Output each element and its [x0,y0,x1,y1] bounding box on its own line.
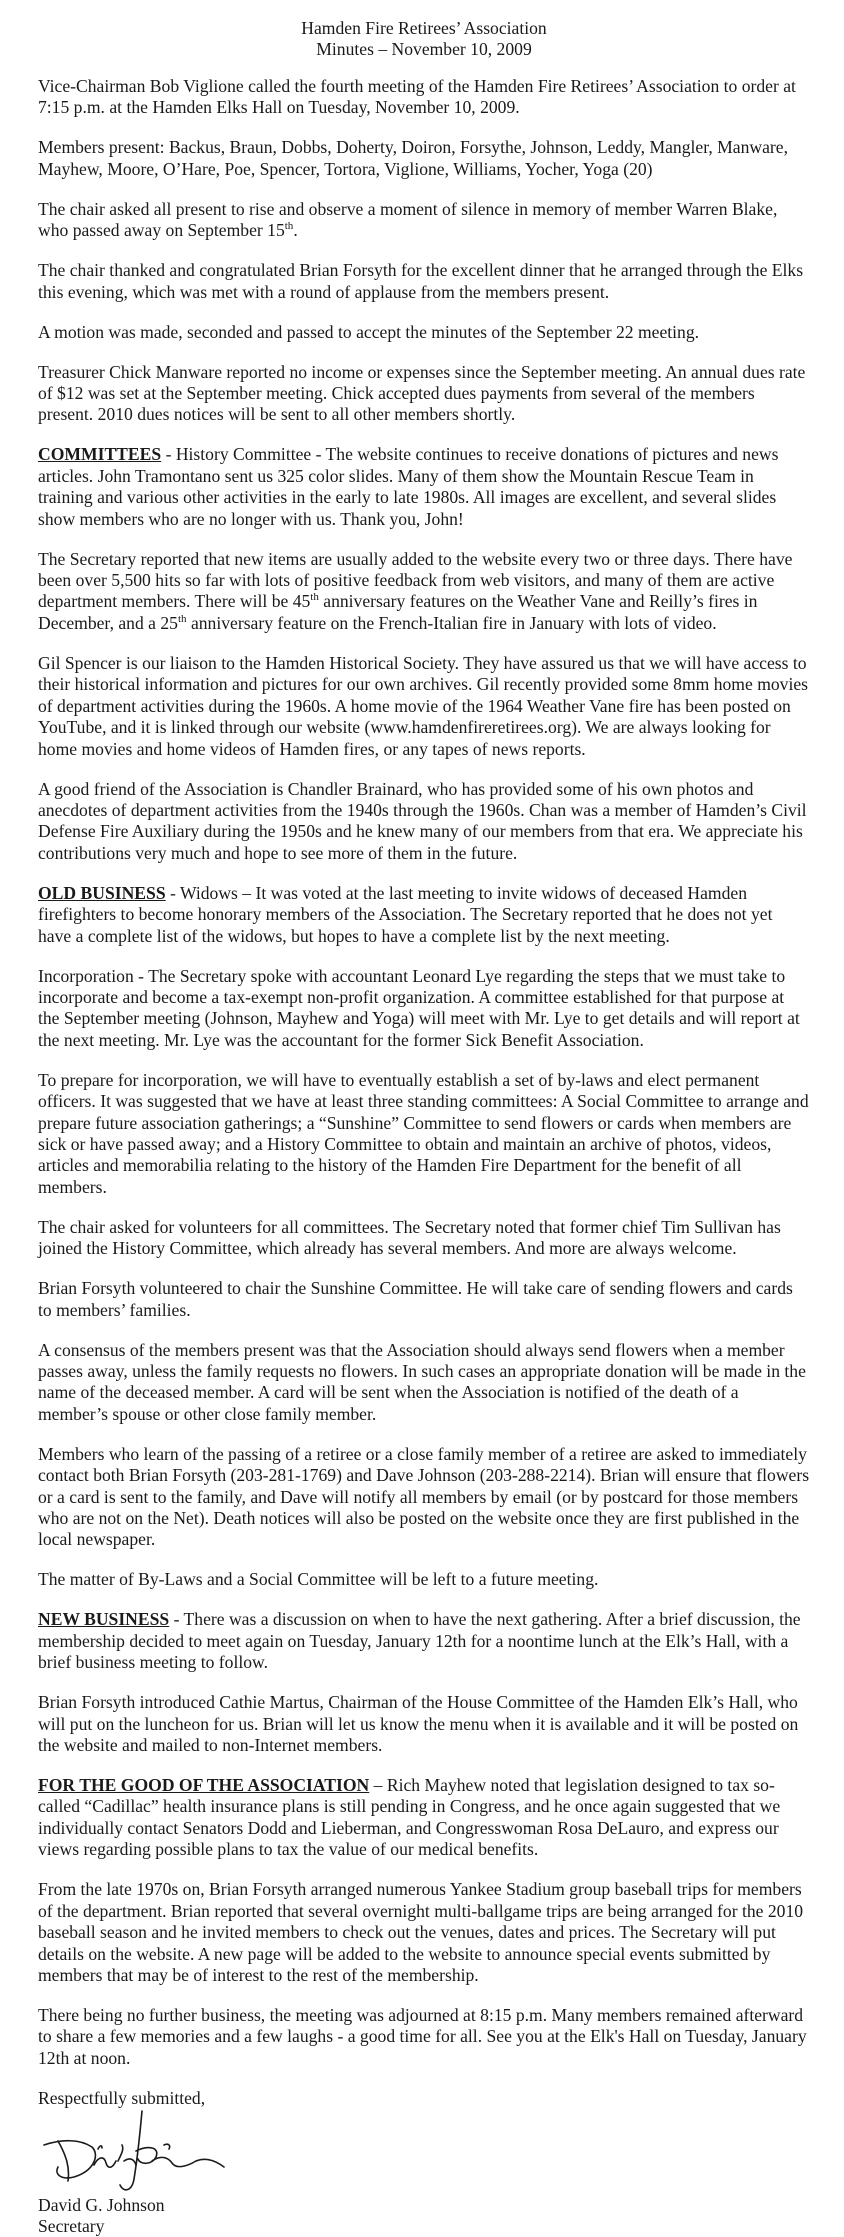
new-business-text: - There was a discussion on when to have the next gathering. After a brief discussion, the membership decided to meet again on Tuesday, January 12th for a noontime lunch at the Elk’s Hall, with a brief business meeting to follow. [38,1609,801,1673]
paragraph-minutes-motion: A motion was made, seconded and passed to accept the minutes of the September 22 meeting. [38,321,700,342]
paragraph-committees [38,444,810,530]
silence-text: The chair asked all present to rise and observe a moment of silence in memory of member Warren Blake, who passed away on September 15 [38,198,778,241]
paragraph-luncheon: Brian Forsyth introduced Cathie Martus, Chairman of the House Committee of the Hamden Elk’s Hall, who will put on the luncheon for us. Brian will let us know the menu when it is available and it will be posted on the website and mailed to non-Internet members. [38,1692,799,1756]
old-business-text: - Widows – It was voted at the last meeting to invite widows of deceased Hamden firefighters to become honorary members of the Association. The Secretary reported that he does not yet have a complete list of the widows, but hopes to have a complete list by the next meeting. [38,882,773,946]
handwritten-signature [36,2105,236,2197]
committees-text: - History Committee - The website continues to receive donations of pictures and news articles. John Tramontano sent us 325 color slides. Many of them show the Mountain Rescue Team in training and various other activities in the early to late 1980s. All images are excellent, and several slides show members who are no longer with us. Thank you, John! [38,444,779,529]
website-superscript-2: th [177,613,187,626]
signer-title: Secretary [38,2216,105,2237]
signer-name: David G. Johnson [38,2195,165,2216]
new-business-heading: NEW BUSINESS [38,1609,170,1630]
paragraph-adjournment: There being no further business, the meeting was adjourned at 8:15 p.m. Many members remained afterward to share a few memories and a few laughs - a good time for all. See you at the Elk's Hall on Tuesday, January 12th at noon. [38,2004,807,2068]
paragraph-members-present: Members present: Backus, Braun, Dobbs, Doherty, Doiron, Forsythe, Johnson, Leddy, Mangler, Manware, Mayhew, Moore, O’Hare, Poe, Spencer, Tortora, Viglione, Williams, Yocher, Yoga (20) [38,137,788,179]
paragraph-volunteers: The chair asked for volunteers for all committees. The Secretary noted that former chief Tim Sullivan has joined the History Committee, which already has several members. And more are always welcome. [38,1216,781,1259]
paragraph-old-business [38,883,810,947]
organization-title: Hamden Fire Retirees’ Association [301,18,547,38]
website-superscript-1: th [310,591,319,604]
good-of-association-text: – Rich Mayhew noted that legislation designed to tax so-called “Cadillac” health insurance plans is still pending in Congress, and he once again suggested that we individually contact Senators Dodd and Lieberman, and Congresswoman Rosa DeLauro, and express our views regarding possible plans to tax the value of our medical benefits. [38,1775,781,1860]
paragraph-dinner-thanks: The chair thanked and congratulated Brian Forsyth for the excellent dinner that he arranged through the Elks this evening, which was met with a round of applause from the members present. [38,260,804,302]
committees-heading: COMMITTEES [38,444,162,465]
paragraph-website-report [38,549,810,635]
website-text-b: anniversary features on the Weather Vane and Reilly’s fires in December, and a 25 [38,591,758,633]
website-text-c: anniversary feature on the French-Italian fire in January with lots of video. [186,612,717,633]
paragraph-bylaws: The matter of By-Laws and a Social Committee will be left to a future meeting. [38,1569,599,1590]
website-text-a: The Secretary reported that new items are usually added to the website every two or three days. There have been over 5,500 hits so far with lots of positive feedback from web visitors, and many of them are active department members. There will be 45 [38,548,793,612]
paragraph-standing-committees: To prepare for incorporation, we will have to eventually establish a set of by-laws and elect permanent officers. It was suggested that we have at least three standing committees: A Social Committee to arrange and prepare future association gatherings; a “Sunshine” Committee to send flowers or cards when members are sick or have passed away; and a History Committee to obtain and maintain an archive of photos, videos, articles and memorabilia relating to the history of the Hamden Fire Department for the benefit of all members. [38,1069,809,1197]
paragraph-chandler-brainard: A good friend of the Association is Chandler Brainard, who has provided some of his own photos and anecdotes of department activities from the 1940s through the 1960s. Chan was a member of Hamden’s Civil Defense Fire Auxiliary during the 1950s and he knew many of our members from that era. We appreciate his contributions very much and hope to see more of them in the future. [38,778,807,863]
paragraph-flowers-consensus: A consensus of the members present was that the Association should always send flowers when a member passes away, unless the family requests no flowers. In such cases an appropriate donation will be made in the name of the deceased member. A card will be sent when the Association is notified of the death of a member’s spouse or other close family member. [38,1339,806,1424]
old-business-heading: OLD BUSINESS [38,882,166,903]
minutes-date-title: Minutes – November 10, 2009 [316,39,532,59]
valediction: Respectfully submitted, [38,2087,206,2108]
paragraph-new-business [38,1609,810,1673]
closing-block [38,2088,810,2237]
paragraph-moment-of-silence [38,199,810,242]
paragraph-incorporation: Incorporation - The Secretary spoke with accountant Leonard Lye regarding the steps that we must take to incorporate and become a tax-exempt non-profit organization. A committee established for that purpose at the September meeting (Johnson, Mayhew and Yoga) will meet with Mr. Lye to get details and will report at the next meeting. Mr. Lye was the accountant for the former Sick Benefit Association. [38,965,800,1050]
paragraph-historical-society: Gil Spencer is our liaison to the Hamden Historical Society. They have assured us that we will have access to their historical information and pictures for our own archives. Gil recently provided some 8mm home movies of department activities during the 1960s. A home movie of the 1964 Weather Vane fire has been posted on YouTube, and it is linked through our website (www.hamdenfireretirees.org). We are always looking for home movies and home videos of Hamden fires, or any tapes of news reports. [38,652,809,759]
paragraph-sunshine-committee: Brian Forsyth volunteered to chair the Sunshine Committee. He will take care of sending flowers and cards to members’ families. [38,1278,793,1320]
signature-area [38,2109,810,2195]
silence-superscript: th [284,220,294,233]
paragraph-good-of-association [38,1775,810,1861]
silence-text-end: . [293,220,298,241]
document-header [38,18,810,60]
paragraph-call-to-order: Vice-Chairman Bob Viglione called the fourth meeting of the Hamden Fire Retirees’ Association to order at 7:15 p.m. at the Hamden Elks Hall on Tuesday, November 10, 2009. [38,76,796,118]
paragraph-contact-info: Members who learn of the passing of a retiree or a close family member of a retiree are asked to immediately contact both Brian Forsyth (203-281-1769) and Dave Johnson (203-288-2214). Brian will ensure that flowers or a card is sent to the family, and Dave will notify all members by email (or by postcard for those members who are not on the Net). Death notices will also be posted on the website once they are first published in the local newspaper. [38,1443,810,1550]
good-of-association-heading: FOR THE GOOD OF THE ASSOCIATION [38,1775,370,1796]
paragraph-baseball-trips: From the late 1970s on, Brian Forsyth arranged numerous Yankee Stadium group baseball trips for members of the department. Brian reported that several overnight multi-ballgame trips are being arranged for the 2010 baseball season and he invited members to check out the venues, dates and prices. The Secretary will put details on the website. A new page will be added to the website to announce special events submitted by members that may be of interest to the rest of the membership. [38,1879,804,1985]
paragraph-treasurer-report: Treasurer Chick Manware reported no income or expenses since the September meeting. An annual dues rate of $12 was set at the September meeting. Chick accepted dues payments from several of the members present. 2010 dues notices will be sent to all other members shortly. [38,361,806,425]
